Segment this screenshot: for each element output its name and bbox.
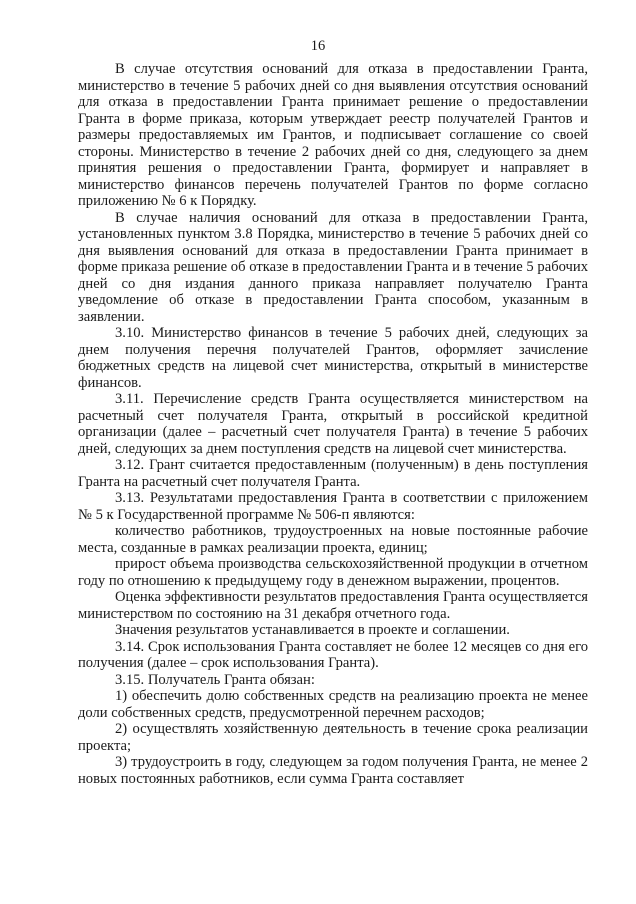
paragraph-evaluation: Оценка эффективности результатов предоставления Гранта осуществляется министерством по состоянию на 31 декабря отчетного года. [78,589,588,622]
paragraph-obligation-3: 3) трудоустроить в году, следующем за годом получения Гранта, не менее 2 новых постоянных работников, если сумма Гранта составляет [78,754,588,787]
paragraph-result-employees: количество работников, трудоустроенных на новые постоянные рабочие места, созданные в рамках реализации проекта, единиц; [78,523,588,556]
paragraph-result-production: прирост объема производства сельскохозяйственной продукции в отчетном году по отношению к предыдущему году в денежном выражении, процентов. [78,556,588,589]
paragraph-3-12: 3.12. Грант считается предоставленным (полученным) в день поступления Гранта на расчетный счет получателя Гранта. [78,457,588,490]
paragraph-obligation-1: 1) обеспечить долю собственных средств на реализацию проекта не менее доли собственных средств, предусмотренной перечнем расходов; [78,688,588,721]
paragraph-3-15: 3.15. Получатель Гранта обязан: [115,671,315,688]
document-body [78,61,588,787]
paragraph-refusal-decision: В случае наличия оснований для отказа в предоставлении Гранта, установленных пунктом 3.8 Порядка, министерство в течение 5 рабочих дней со дня выявления оснований для отказа в предоставлении Гранта принимает в форме приказа решение об отказе в предоставлении Гранта и в течение 5 рабочих дней со дня издания данного приказа направляет получателю Гранта уведомление об отказе в предоставлении Гранта способом, указанным в заявлении. [78,209,588,325]
paragraph-approval-decision: В случае отсутствия оснований для отказа в предоставлении Гранта, министерство в течение 5 рабочих дней со дня выявления отсутствия оснований для отказа в предоставлении Гранта принимает решение о предоставлении Гранта в форме приказа, которым утверждает реестр получателей Грантов и размеры предоставляемых им Грантов, и подписывает соглашение со своей стороны. Министерство в течение 2 рабочих дней со дня, следующего за днем принятия решения о предоставлении Гранта, формирует и направляет в министерство финансов перечень получателей Грантов по форме согласно приложению № 6 к Порядку. [78,61,588,209]
paragraph-3-11: 3.11. Перечисление средств Гранта осуществляется министерством на расчетный счет получателя Гранта, открытый в российской кредитной организации (далее – расчетный счет получателя Гранта) в течение 5 рабочих дней, следующих за днем поступления средств на лицевой счет министерства. [78,391,588,457]
paragraph-obligation-2: 2) осуществлять хозяйственную деятельность в течение срока реализации проекта; [78,721,588,754]
page-number: 16 [310,38,326,54]
paragraph-3-13: 3.13. Результатами предоставления Гранта в соответствии с приложением № 5 к Государственной программе № 506-п являются: [78,490,588,523]
paragraph-result-values: Значения результатов устанавливается в проекте и соглашении. [115,622,510,638]
paragraph-3-10: 3.10. Министерство финансов в течение 5 рабочих дней, следующих за днем получения перечня получателей Грантов, оформляет зачисление бюджетных средств на лицевой счет министерства, открытый в министерстве финансов. [78,325,588,391]
paragraph-3-14: 3.14. Срок использования Гранта составляет не более 12 месяцев со дня его получения (далее – срок использования Гранта). [78,638,588,671]
